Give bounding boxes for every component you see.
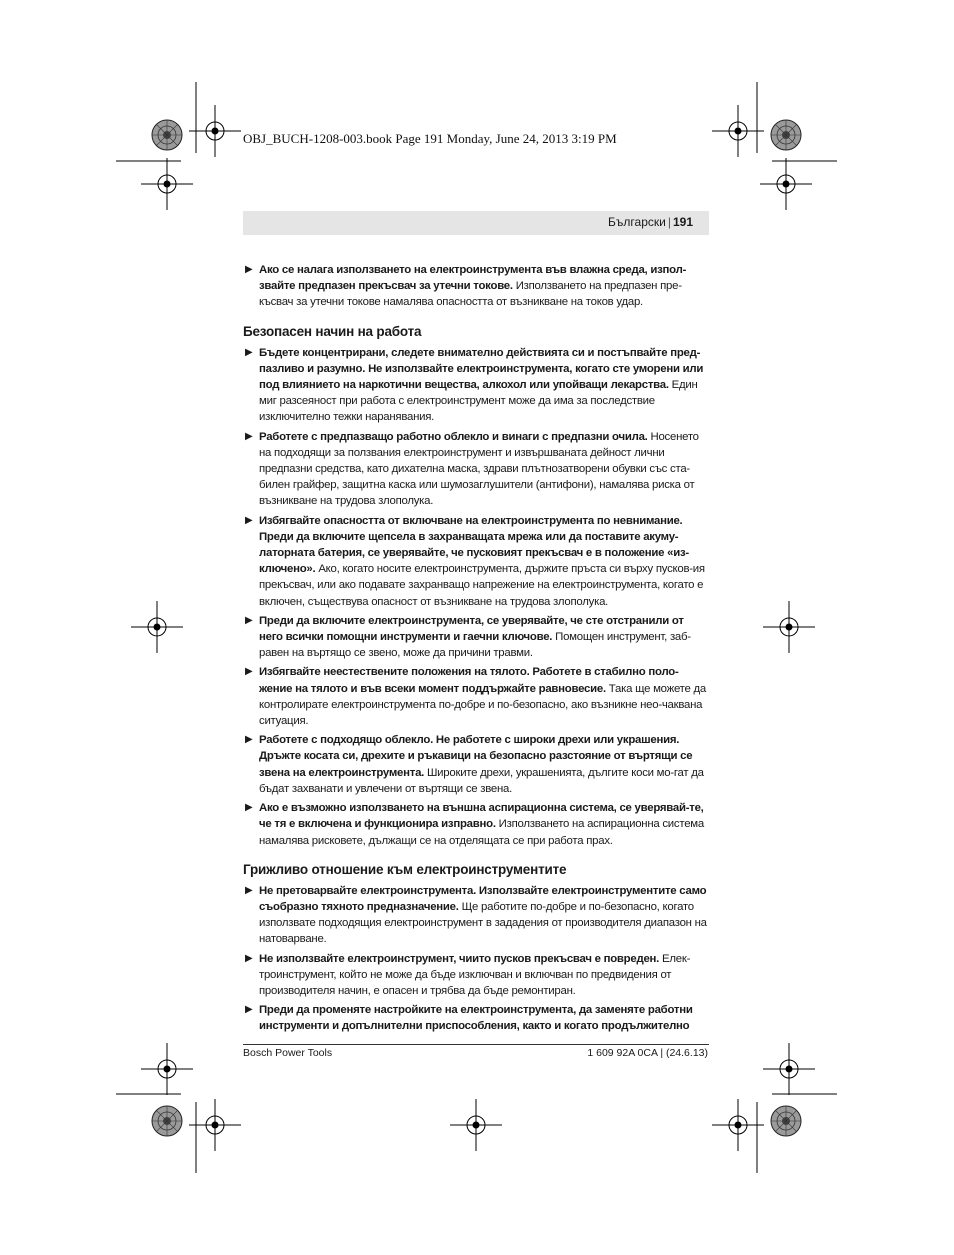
list-item [243,664,709,729]
bullet-icon: ▶ [245,614,253,626]
footer-brand: Bosch Power Tools [243,1047,333,1059]
item-bold: Преди да включите електроинструмента, се уверявайте, че сте отстранили от него всички помощни инструменти и гаечни ключове. [259,614,684,644]
item-text: Ако, когато носите електроинструмента, държите пръста си върху пусков-ия прекъсвач, или ако подавате захранващо напрежение на електроинструмента, когато е включен, съществува опасност от възникване на трудова злополука. [259,563,705,608]
page-content [243,262,709,1038]
print-info: OBJ_BUCH-1208-003.book Page 191 Monday, June 24, 2013 3:19 PM [243,131,617,146]
item-bold: Ако се налага използването на електроинструмента във влажна среда, изпол-звайте предпазен прекъсвач за утечни токове. [259,264,687,293]
list-item [243,1002,709,1034]
section-heading: Грижливо отношение към електроинструментите [243,861,567,877]
list-item [243,513,709,610]
item-text: Един миг разсеяност при работа с електроинструмент може да има за последствие изключително тежки наранявания. [259,379,698,424]
list-item [243,800,709,849]
item-bold: Работете с подходящо облекло. Не работете с широки дрехи или украшения. Дръжте косата си, дрехите и ръкавици на безопасно разстояние от въртящи се звена на електроинструмента. [259,734,693,779]
footer-doc-number: 1 609 92A 0CA | (24.6.13) [587,1047,708,1059]
item-text: Използването на аспирационна система намалява рисковете, дължащи се на отделящата се при работа прах. [259,818,704,847]
list-item [243,345,709,426]
bullet-icon: ▶ [245,1004,253,1016]
bullet-icon: ▶ [245,264,253,275]
bullet-icon: ▶ [245,734,253,746]
header-language: Български [608,215,666,229]
item-bold: Избягвайте опасността от включване на електроинструмента по невнимание. Преди да включите щепсела в захранващата мрежа или да поставите акуму-латорната батерия, се уверявайте, че пусковият прекъсвач е в положение «из-ключено». [259,514,689,576]
section-heading: Безопасен начин на работа [243,323,422,339]
header-text [608,215,693,229]
item-text: Използването на предпазен пре-късвач за утечни токове намалява опасността от възникване на токов удар. [259,280,682,309]
list-item [243,262,709,311]
list-item [243,732,709,797]
page-number: 191 [672,215,693,229]
page-header [243,211,709,235]
item-text: Елек-троинструмент, който не може да бъде изключван и включван по предвидения от производителя начин, е опасен и трябва да бъде ремонтиран. [259,952,691,997]
bullet-icon: ▶ [245,802,253,814]
bullet-icon: ▶ [245,430,253,442]
footer-rule [243,1044,709,1045]
item-text: Така ще можете да контролирате електроинструмента по-добре и по-безопасно, ако възникне нео-чаквана ситуация. [259,682,706,728]
list-item [243,951,709,1000]
bullet-icon: ▶ [245,952,253,964]
item-bold: Ако е възможно използването на външна аспирационна система, се уверявай-те, че тя е включена и функционира изправно. [259,802,704,831]
item-text: Носенето на подходящи за ползвания електроинструмент и извършваната дейност лични предпазни средства, като дихателна маска, здрави плътнозатворени обувки със ста-билен грайфер, защитна каска или шумозаглушители (антифони), намалява риска от възникване на трудова злополука. [259,430,699,508]
item-bold: Избягвайте неестествените положения на тялото. Работете в стабилно поло-жение на тялото и във всеки момент поддържайте равновесие. [259,666,679,695]
header-separator: | [667,215,671,229]
item-bold: Работете с предпазващо работно облекло и винаги с предпазни очила. [259,430,648,443]
item-text: Помощен инструмент, заб-равен на въртящо се звено, може да причини травми. [259,631,691,660]
bullet-icon: ▶ [245,514,253,526]
bullet-icon: ▶ [245,346,253,358]
list-item [243,613,709,662]
item-bold: Преди да променяте настройките на електроинструмента, да заменяте работни инструменти и допълнителни приспособления, както и когато продължително [259,1004,693,1033]
item-text: Широките дрехи, украшенията, дългите коси мо-гат да бъдат захванати и увлечени от въртящи се звена. [259,766,704,795]
list-item [243,429,709,510]
item-bold: Не използвайте електроинструмент, чиито пусков прекъсвач е повреден. [259,952,660,965]
bullet-icon: ▶ [245,884,253,896]
list-item [243,883,709,948]
item-bold: Не претоварвайте електроинструмента. Използвайте електроинструментите само съобразно тяхното предназначение. [259,884,707,913]
bullet-icon: ▶ [245,666,253,678]
item-bold: Бъдете концентрирани, следете внимателно действията си и постъпвайте пред-пазливо и разумно. Не използвайте електроинструмента, когато сте уморени или под влиянието на наркотични вещества, алкохол или упойващи лекарства. [259,346,704,392]
item-text: Ще работите по-добре и по-безопасно, когато използвате подходящия електроинструмент в зададения от производителя диапазон на натоварване. [259,900,707,946]
